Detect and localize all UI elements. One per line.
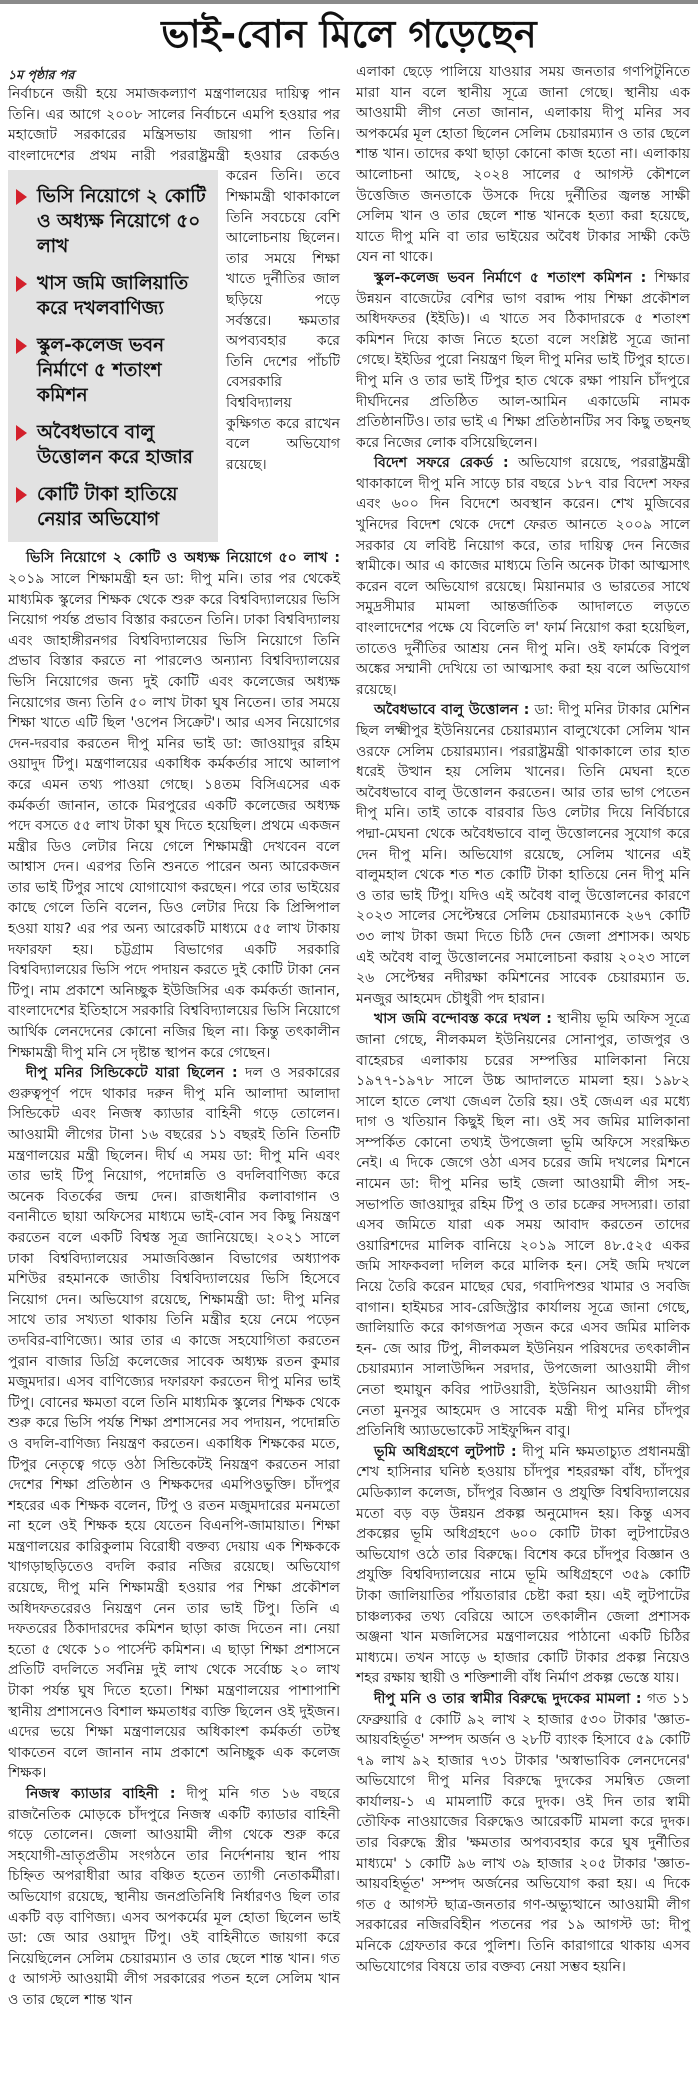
section-construction-commission: স্কুল-কলেজ ভবন নির্মাণে ৫ শতাংশ কমিশন : শিক্ষার উন্নয়ন বাজেটের বেশির ভাগ বরাদ্দ পায় শিক্ষা প্রকৌশল অধিদফতর (ইইডি)। এ খাতে সব ঠিকাদারকে ৫ শতাংশ কমিশন দিয়ে কাজ নিতে হতো বলে সংশ্লিষ্ট সূত্রে জানা গেছে। ইইডির পুরো নিয়ন্ত্রণ ছিল দীপু মনির ভাই টিপুর হাতে। দীপু মনি ও তার ভাই টিপুর হাত থেকে রক্ষা পায়নি চাঁদপুরে দীর্ঘদিনের প্রতিষ্ঠিত আল-আমিন একাডেমি নামক প্রতিষ্ঠানটিও। তার ভাই এ শিক্ষা প্রতিষ্ঠানটির সব কিছু তছনছ করে নিজের লোক বসিয়েছিলেন। (356, 269, 691, 451)
red-triangle-icon (16, 425, 27, 441)
highlight-item: কোটি টাকা হাতিয়ে নেয়ার অভিযোগ (14, 482, 214, 532)
section-khas-land: খাস জমি বন্দোবস্ত করে দখল : স্থানীয় ভূমি অফিস সূত্রে জানা গেছে, নীলকমল ইউনিয়নের সোনাপুর, তাজপুর ও বাহেরচর এলাকায় চরের সম্পত্তির মালিকানা নিয়ে ১৯৭৭-১৯৭৮ সালে উচ্চ আদালতে মামলা হয়। ১৯৮২ সালে হাতে লেখা জেএল তৈরি হয়। ওই জেএল এর মধ্যে দাগ ও খতিয়ান কিছুই ছিল না। ওই সব জমির মালিকানা সম্পর্কিত কোনো তথ্যই উপজেলা ভূমি অফিসে সংরক্ষিত নেই। এ দিকে জেগে ওঠা এসব চরের জমি দখলের মিশনে নামেন ডা: দীপু মনির ভাই জেলা আওয়ামী লীগ সহ-সভাপতি জাওয়াদুর রহিম টিপু ও তার চক্রের সদস্যরা। তারা এসব জমিতে যারা এক সময় আবাদ করতেন তাদের ওয়ারিশদের মালিক বানিয়ে ২০১৯ সালে ৪৮.৫২৫ একর জমি সাফকবলা দলিল করে মালিক হন। সেই জমি দখলে নিয়ে তৈরি করেন মাছের ঘের, গবাদিপশুর খামার ও সবজি বাগান। হাইমচর সাব-রেজিস্ট্রার কার্যালয় সূত্রে জানা গেছে, জালিয়াতি করে কাগজপত্র সৃজন করে এসব জমির মালিক হন- জে আর টিপু, নীলকমল ইউনিয়ন পরিষদের তৎকালীন চেয়ারম্যান সালাউদ্দিন সরদার, উপজেলা আওয়ামী লীগ নেতা হুমায়ুন কবির পাটওয়ারী, ইউনিয়ন আওয়ামী লীগ নেতা মুনসুর আহমেদ ও সাবেক মন্ত্রী দীপু মনির চাঁদপুর প্রতিনিধি অ্যাডভোকেট সাইফুদ্দিন বাবু। (356, 1011, 690, 1440)
section-heading: দীপু মনি ও তার স্বামীর বিরুদ্ধে দুদকের মামলা : (374, 1690, 642, 1707)
red-triangle-icon (16, 276, 27, 292)
section-sand-extraction: অবৈধভাবে বালু উত্তোলন : ডা: দীপু মনির টাকার মেশিন ছিল লক্ষ্মীপুর ইউনিয়নের চেয়ারম্যান বালুখেকো সেলিম খান ওরফে সেলিম চেয়ারম্যান। পররাষ্ট্রমন্ত্রী থাকাকালে তার হাত ধরেই উত্থান হয় সেলিম খানের। তিনি মেঘনা হতে অবৈধভাবে বালু উত্তোলন করতেন। আর তার ভাগ পেতেন দীপু মনি। তাই তাকে বারবার ডিও লেটার দিয়ে নির্বিচারে পদ্মা-মেঘনা থেকে অবৈধভাবে বালু উত্তোলনের সুযোগ করে দেন দীপু মনি। অভিযোগ রয়েছে, সেলিম খানের এই বালুমহাল থেকে শত শত কোটি টাকা হাতিয়ে নেন দীপু মনি ও তার ভাই টিপু। যদিও এই অবৈধ বালু উত্তোলনের কারণে ২০২৩ সালের সেপ্টেম্বরে সেলিম চেয়ারম্যানকে ২৬৭ কোটি ৩৩ লাখ টাকা জমা দিতে চিঠি দেন জেলা প্রশাসক। অথচ এই অবৈধ বালু উত্তোলনের সমালোচনা করায় ২০২৩ সালে ২৬ সেপ্টেম্বর নদীরক্ষা কমিশনের সাবেক চেয়ারম্যান ড. মনজুর আহমেদ চৌধুরী পদ হারান। (356, 702, 690, 1007)
section-acc-case: দীপু মনি ও তার স্বামীর বিরুদ্ধে দুদকের মামলা : গত ১১ ফেব্রুয়ারি ৫ কোটি ৯২ লাখ ২ হাজার ৫৩০ টাকার 'জ্ঞাত-আয়বহির্ভূত' সম্পদ অর্জন ও ২৮টি ব্যাংক হিসাবে ৫৯ কোটি ৭৯ লাখ ৯২ হাজার ৭৩১ টাকার 'অস্বাভাবিক লেনদেনের' অভিযোগে দীপু মনির বিরুদ্ধে দুদকের সমন্বিত জেলা কার্যালয়-১ এ মামলাটি করে দুদক। ওই দিন তার স্বামী তৌফিক নাওয়াজের বিরুদ্ধেও আরেকটি মামলা করে দুদক। তার বিরুদ্ধে স্ত্রীর 'ক্ষমতার অপব্যবহার করে ঘুষ দুর্নীতির মাধ্যমে' ১ কোটি ৯৬ লাখ ৩৯ হাজার ২০৫ টাকার 'জ্ঞাত-আয়বহির্ভূত' সম্পদ অর্জনের অভিযোগ করা হয়। এ দিকে গত ৫ আগস্ট ছাত্র-জনতার গণ-অভ্যুত্থানে আওয়ামী লীগ সরকারের নজিরবিহীন পতনের পর ১৯ আগস্ট ডা: দীপু মনিকে গ্রেফতার করে পুলিশ। তিনি কারাগারে থাকায় এসব অভিযোগের বিষয়ে তার বক্তব্য নেয়া সম্ভব হয়নি। (356, 1690, 690, 1975)
red-triangle-icon (16, 487, 27, 503)
highlight-item: ভিসি নিয়োগে ২ কোটি ও অধ্যক্ষ নিয়োগে ৫০ লাখ (14, 184, 214, 259)
continued-from-label: ১ম পৃষ্ঠার পর (8, 67, 75, 82)
section-heading: অবৈধভাবে বালু উত্তোলন : (374, 702, 530, 719)
section-heading: নিজস্ব ক্যাডার বাহিনী : (26, 1786, 176, 1802)
section-heading: স্কুল-কলেজ ভবন নির্মাণে ৫ শতাংশ কমিশন : (374, 269, 647, 286)
section-heading: খাস জমি বন্দোবস্ত করে দখল : (374, 1011, 552, 1028)
headline: ভাই-বোন মিলে গড়েছেন (161, 12, 537, 56)
highlight-item: স্কুল-কলেজ ভবন নির্মাণে ৫ শতাংশ কমিশন (14, 333, 214, 408)
highlights-box (8, 170, 218, 542)
section-heading: ভূমি অধিগ্রহণে লুটপাট : (374, 1443, 517, 1460)
top-rule (0, 0, 698, 4)
intro-paragraph: নির্বাচনে জয়ী হয়ে সমাজকল্যাণ মন্ত্রণালয়ের দায়িত্ব পান তিনি। এর আগে ২০০৮ সালের নির্বাচনে এমপি হওয়ার পর মহাজোট সরকারের মন্ত্রিসভায় জায়গা পান তিনি। বাংলাদেশের প্রথম নারী পররাষ্ট্রমন্ত্রী হওয়ার রেকর্ডও (8, 86, 340, 164)
continuation-paragraph: এলাকা ছেড়ে পালিয়ে যাওয়ার সময় জনতার গণপিটুনিতে মারা যান বলে স্থানীয় সূত্রে জানা গেছে। স্থানীয় এক আওয়ামী লীগ নেতা জানান, এলাকায় দীপু মনির সব অপকর্মের মূল হোতা ছিলেন সেলিম চেয়ারম্যান ও তার ছেলে শান্ত খান। তাদের কথা ছাড়া কোনো কাজ হতো না। এলাকায় আলোচনা আছে, ২০২৪ সালের ৫ আগস্ট কৌশলে উত্তেজিত জনতাকে উসকে দিয়ে দুর্নীতির জ্বলন্ত সাক্ষী সেলিম খান ও তার ছেলে শান্ত খানকে হত্যা করা হয়েছে, যাতে দীপু মনি বা তার ভাইয়ের অবৈধ টাকার সাক্ষী কেউ যেন না থাকে। (356, 64, 690, 266)
intro-continuation: করেন তিনি। তবে শিক্ষামন্ত্রী থাকাকালে তিনি সবচেয়ে বেশি আলোচনায় ছিলেন। তার সময়ে শিক্ষা খাতে দুর্নীতির জাল ছড়িয়ে পড়ে সর্বস্তরে। ক্ষমতার অপব্যবহার করে তিনি দেশের পাঁচটি বেসরকারি বিশ্ববিদ্যালয় কুক্ষিগত করে রাখেন বলে অভিযোগ রয়েছে। (226, 168, 340, 473)
section-syndicate: দীপু মনির সিন্ডিকেটে যারা ছিলেন : দল ও সরকারের গুরুত্বপূর্ণ পদে থাকার দরুন দীপু মনি আলাদা আলাদা সিন্ডিকেট এবং নিজস্ব ক্যাডার বাহিনী গড়ে তোলেন। আওয়ামী লীগের টানা ১৬ বছরের ১১ বছরই তিনি তিনটি মন্ত্রণালয়ের মন্ত্রী ছিলেন। দীর্ঘ এ সময় ডা: দীপু মনি এবং তার ভাই টিপু নিয়োগ, পদোন্নতি ও বদলিবাণিজ্য করে অনেক বিতর্কের জন্ম দেন। রাজধানীর কলাবাগান ও বনানীতে ছায়া অফিসের মাধ্যমে ভাই-বোন সব কিছু নিয়ন্ত্রণ করতেন বলে একটি বিশ্বস্ত সূত্র জানিয়েছে। ২০২১ সালে ঢাকা বিশ্ববিদ্যালয়ের সমাজবিজ্ঞান বিভাগের অধ্যাপক মশিউর রহমানকে জাতীয় বিশ্ববিদ্যালয়ের ভিসি হিসেবে নিয়োগ দেন। অভিযোগ রয়েছে, শিক্ষামন্ত্রী ডা: দীপু মনির সাথে তার সখ্যতা থাকায় তিনি মন্ত্রীর হয়ে নেমে পড়েন তদবির-বাণিজ্যে। আর তার এ কাজে সহযোগিতা করতেন পুরান বাজার ডিগ্রি কলেজের সাবেক অধ্যক্ষ রতন কুমার মজুমদার। এসব বাণিজ্যের দফারফা করতেন দীপু মনির ভাই টিপু। বোনের ক্ষমতা বলে তিনি মাধ্যমিক স্কুলের শিক্ষক থেকে শুরু করে ভিসি পর্যন্ত শিক্ষা প্রশাসনের সব পদায়ন, পদোন্নতি ও বদলি-বাণিজ্য নিয়ন্ত্রণ করতেন। একাধিক শিক্ষকের মতে, টিপুর নেতৃত্বে গড়ে ওঠা সিন্ডিকেটই নিয়ন্ত্রণ করতেন সারা দেশের শিক্ষা প্রতিষ্ঠান ও শিক্ষকদের এমপিওভুক্তি। চাঁদপুর শহরের এক শিক্ষক বলেন, টিপু ও রতন মজুমদারের মনমতো না হলে ওই শিক্ষক হয়ে যেতেন বিএনপি-জামায়াত। শিক্ষা মন্ত্রণালয়ের কারিকুলাম বিরোধী বক্তব্য দেয়ায় এক শিক্ষককে খাগড়াছড়িতেও বদলি করার নজির রয়েছে। অভিযোগ রয়েছে, দীপু মনি শিক্ষামন্ত্রী হওয়ার পর শিক্ষা প্রকৌশল অধিদফতরেরও নিয়ন্ত্রণ নেন তার ভাই টিপু। তিনি এ দফতরের ঠিকাদারদের কমিশন ছাড়া কাজ দিতেন না। নেয়া হতো ৫ থেকে ১০ পার্সেন্ট কমিশন। এ ছাড়া শিক্ষা প্রশাসনে প্রতিটি বদলিতে সর্বনিম্ন দুই লাখ থেকে সর্বোচ্চ ২০ লাখ টাকা পর্যন্ত ঘুষ দিতে হতো। শিক্ষা মন্ত্রণালয়ের পাশাপাশি স্থানীয় প্রশাসনেও বিশাল ক্ষমতাধর ব্যক্তি ছিলেন ওই দুইজন। এদের ভয়ে শিক্ষা মন্ত্রণালয়ের অধিকাংশ কর্মকর্তা তটস্থ থাকতেন বলে জানান নাম প্রকাশে অনিচ্ছুক এক কলেজ শিক্ষক। (8, 1065, 340, 1782)
highlight-item: অবৈধভাবে বালু উত্তোলন করে হাজার (14, 420, 214, 470)
left-column (8, 62, 340, 2011)
section-heading: দীপু মনির সিন্ডিকেটে যারা ছিলেন : (26, 1065, 238, 1082)
section-heading: বিদেশ সফরে রেকর্ড : (374, 455, 509, 472)
section-foreign-trips: বিদেশ সফরে রেকর্ড : অভিযোগ রয়েছে, পররাষ্ট্রমন্ত্রী থাকাকালে দীপু মনি সাড়ে চার বছরে ১৮৭ বার বিদেশ সফর এবং ৬০০ দিন বিদেশে অবস্থান করেন। শেখ মুজিবের খুনিদের বিদেশ থেকে দেশে ফেরত আনতে ২০০৯ সালে সরকার যে লবিষ্ট নিয়োগ করে, তার দায়িত্ব দেন নিজের স্বামীকে। আর এ কাজের মাধ্যমে তিনি অনেক টাকা আত্মসাৎ করেন বলে অভিযোগ রয়েছে। মিয়ানমার ও ভারতের সাথে সমুদ্রসীমার মামলা আন্তর্জাতিক আদালতে লড়তে বাংলাদেশের পক্ষে যে বিলেতি ল' ফার্ম নিয়োগ করা হয়েছিল, তাতেও দুর্নীতির আশ্রয় নেন দীপু মনি। ওই ফার্মকে বিপুল অঙ্কের সম্মানী দেখিয়ে তা আত্মসাৎ করা হয় বলে অভিযোগ রয়েছে। (356, 455, 690, 698)
section-cadre-force: নিজস্ব ক্যাডার বাহিনী : দীপু মনি গত ১৬ বছরে রাজনৈতিক মোড়কে চাঁদপুরে নিজস্ব একটি ক্যাডার বাহিনী গড়ে তোলেন। জেলা আওয়ামী লীগ থেকে শুরু করে সহযোগী-ভ্রাতৃপ্রতীম সংগঠনে তার নির্দেশনায় স্থান পায় চিহ্নিত অপরাধীরা আর বঞ্চিত হতেন ত্যাগী নেতাকর্মীরা। অভিযোগ রয়েছে, স্থানীয় জনপ্রতিনিধি নির্ধারণও ছিল তার একটি বড় বাণিজ্য। এসব অপকর্মের মূল হোতা ছিলেন ভাই ডা: জে আর ওয়াদুদ টিপু। ওই বাহিনীতে জায়গা করে নিয়েছিলেন সেলিম চেয়ারম্যান ও তার ছেলে শান্ত খান। গত ৫ আগস্ট আওয়ামী লীগ সরকারের পতন হলে সেলিম খান ও তার ছেলে শান্ত খান (8, 1786, 340, 2008)
highlight-item: খাস জমি জালিয়াতি করে দখলবাণিজ্য (14, 271, 214, 321)
section-land-acquisition: ভূমি অধিগ্রহণে লুটপাট : দীপু মনি ক্ষমতাচ্যুত প্রধানমন্ত্রী শেখ হাসিনার ঘনিষ্ঠ হওয়ায় চাঁদপুর শহররক্ষা বাঁধ, চাঁদপুর মেডিক্যাল কলেজ, চাঁদপুর বিজ্ঞান ও প্রযুক্তি বিশ্ববিদ্যালয়ের মতো বড় বড় উন্নয়ন প্রকল্প অনুমোদন হয়। কিন্তু এসব প্রকল্পের ভূমি অধিগ্রহণে ৬০০ কোটি টাকা লুটপাটেরও অভিযোগ ওঠে তার বিরুদ্ধে। বিশেষ করে চাঁদপুর বিজ্ঞান ও প্রযুক্তি বিশ্ববিদ্যালয়ের নামে ভূমি অধিগ্রহণে ৩৫৯ কোটি টাকা জালিয়াতির পাঁয়তারার চেষ্টা করা হয়। এই লুটপাটের চাঞ্চল্যকর তথ্য বেরিয়ে আসে তৎকালীন জেলা প্রশাসক অঞ্জনা খান মজলিসের মন্ত্রণালয়ের পাঠানো একটি চিঠির মাধ্যমে। তখন সাড়ে ৬ হাজার কোটি টাকার প্রকল্প নিয়েও শহর রক্ষায় স্থায়ী ও শক্তিশালী বাঁধ নির্মাণ প্রকল্প ভেস্তে যায়। (356, 1443, 690, 1687)
red-triangle-icon (16, 338, 27, 354)
section-vc-appointment: ভিসি নিয়োগে ২ কোটি ও অধ্যক্ষ নিয়োগে ৫০ লাখ : ২০১৯ সালে শিক্ষামন্ত্রী হন ডা: দীপু মনি। তার পর থেকেই মাধ্যমিক স্কুলের শিক্ষক থেকে শুরু করে বিশ্ববিদ্যালয়ের ভিসি নিয়োগ পর্যন্ত প্রভাব বিস্তার করতেন তিনি। ঢাকা বিশ্ববিদ্যালয় এবং জাহাঙ্গীরনগর বিশ্ববিদ্যালয়ের ভিসি নিয়োগে তিনি প্রভাব বিস্তার করতে না পারলেও অন্যান্য বিশ্ববিদ্যালয়ের ভিসি নিয়োগের জন্য দুই কোটি এবং কলেজের অধ্যক্ষ নিয়োগের জন্য তিনি ৫০ লাখ টাকা ঘুষ নিতেন। তার সময়ে শিক্ষা খাতে এটি ছিল 'ওপেন সিক্রেট'। আর এসব নিয়োগের দেন-দরবার করতেন দীপু মনির ভাই ডা: জাওয়াদুর রহিম ওয়াদুদ টিপু। মন্ত্রণালয়ের একাধিক কর্মকর্তার সাথে আলাপ করে এমন তথ্য পাওয়া গেছে। ১৪তম বিসিএসের এক কর্মকর্তা জানান, তাকে মিরপুরের একটি কলেজের অধ্যক্ষ পদে বসতে ৫৫ লাখ টাকা ঘুষ দিতে হয়েছিল। প্রথমে একজন মন্ত্রীর ডিও লেটার নিয়ে গেলে শিক্ষামন্ত্রী দেখবেন বলে আশ্বাস দেন। এরপর তিনি শুনতে পারেন অন্য আরেকজন তার ভাই টিপুর সাথে যোগাযোগ করছেন। পরে তার ভাইয়ের কাছে গেলে তিনি বলেন, ডিও লেটার দিয়ে কি প্রিন্সিপাল হওয়া যায়? এর পর অন্য আরেকটি মাধ্যমে ৫৫ লাখ টাকায় দফারফা হয়। চট্টগ্রাম বিভাগের একটি সরকারি বিশ্ববিদ্যালয়ের ভিসি পদে পদায়ন করতে দুই কোটি টাকা নেন টিপু। নাম প্রকাশে অনিচ্ছুক ইউজিসির এক কর্মকর্তা জানান, বাংলাদেশের ইতিহাসে সরকারি বিশ্ববিদ্যালয়ের ভিসি নিয়োগে আর্থিক লেনদেনের কোনো নজির ছিল না। কিন্তু তৎকালীন শিক্ষামন্ত্রী দীপু মনি সে দৃষ্টান্ত স্থাপন করে গেছেন। (8, 550, 340, 1061)
red-triangle-icon (16, 189, 27, 205)
section-heading: ভিসি নিয়োগে ২ কোটি ও অধ্যক্ষ নিয়োগে ৫০ লাখ : (26, 550, 340, 567)
right-column (356, 62, 690, 1977)
